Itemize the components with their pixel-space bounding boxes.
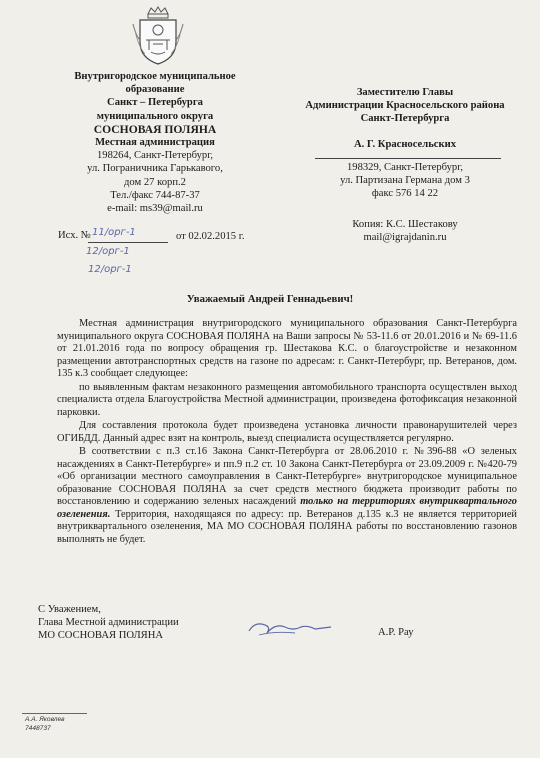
signer-title: Глава Местной администрации <box>38 617 179 629</box>
recipient-address-line: ул. Партизана Германа дом 3 <box>340 175 470 187</box>
body-text: Территория, находящаяся по адресу: пр. Ветеранов д.135 к.3 не является территорией внутриквартального озеленения, МА МО СОСНОВАЯ ПОЛЯНА работы по восстановлению газонов выполнять не будет. <box>57 508 517 545</box>
sender-line: образование <box>125 84 185 96</box>
coat-of-arms-icon <box>131 6 185 66</box>
sender-line: Внутригородское муниципальное <box>74 71 236 82</box>
sender-line: Санкт – Петербурга <box>107 97 203 109</box>
letter-body <box>57 318 517 546</box>
handwritten-number: 12/орг-1 <box>86 246 130 257</box>
sender-line: ул. Пограничника Гарькавого, <box>87 163 223 175</box>
signer-org: МО СОСНОВАЯ ПОЛЯНА <box>38 630 164 642</box>
handwritten-number: 12/орг-1 <box>88 264 132 275</box>
recipient-line: Заместителю Главы <box>356 87 454 98</box>
outgoing-date: от 02.02.2015 г. <box>176 231 245 242</box>
executor-name: А.А. Яковлев <box>25 716 65 723</box>
body-paragraph: Для составления протокола будет произведена установка личности правонарушителей через ОГИБДД. Данный адрес взят на контроль, выезд специалиста осуществляется регулярно. <box>57 420 517 444</box>
recipient-name: А. Г. Красносельских <box>353 139 457 150</box>
divider <box>22 713 87 714</box>
sender-email: e-mail: ms39@mail.ru <box>107 203 203 215</box>
recipient-address-line: факс 576 14 22 <box>371 188 439 200</box>
recipient-block <box>285 86 525 126</box>
body-text: В соответствии с п.3 ст.16 Закона Санкт-Петербурга от 28.06.2010 г. №396-88 «О зеленых насаждениях в Санкт-Петербурге» и пп.9 п.2 ст. 10 Закона Санкт-Петербурга от 23.09.2009 г. №420-79 «Об организации местного самоуправления в Санкт-Петербурге» внутригородское муниципальное образование СОСНОВАЯ ПОЛЯНА за счет средств местного бюджета производит работы по восстановлению и содержанию зеленых насаждений <box>57 446 517 507</box>
sender-line: Тел./факс 744-87-37 <box>110 189 200 201</box>
signature-block <box>38 603 179 643</box>
greeting: Уважаемый Андрей Геннадьевич! <box>186 293 354 305</box>
body-emphasis: только на территориях внутриквартального озеленения. <box>57 496 518 520</box>
underline <box>88 242 168 243</box>
recipient-line: Санкт-Петербурга <box>360 113 450 125</box>
body-paragraph: по выявленным фактам незаконного размещения автомобильного транспорта осуществлен выход специалиста отдела Благоустройства Местной администрации, произведена фотофиксация незаконной парковки. <box>57 381 517 418</box>
signer-name: А.Р. Рау <box>378 627 414 638</box>
recipient-line: Администрации Красносельского района <box>305 100 505 112</box>
body-paragraph: Местная администрация внутригородского муниципального образования Санкт-Петербурга муниципального округа СОСНОВАЯ ПОЛЯНА на Ваши запросы № 53-11.6 от 20.01.2016 и № 69-11.6 от 21.01.2016 года по вопросу обращения гр. Шестакова К.С. о благоустройстве и незаконном размещении автотранспортных средств на газоне по адресам: г. Санкт-Петербург, пр. Ветеранов, дом. 135 к.3 сообщает следующее: <box>57 318 517 379</box>
divider <box>315 158 501 159</box>
executor-phone: 7448737 <box>25 724 51 732</box>
body-paragraph <box>57 446 517 546</box>
sender-line: муниципального округа <box>96 110 214 122</box>
sender-line: 198264, Санкт-Петербург, <box>96 150 214 162</box>
handwritten-number: 11/орг-1 <box>92 227 136 238</box>
handwritten-signature-icon <box>245 613 335 643</box>
sender-line: СОСНОВАЯ ПОЛЯНА <box>93 122 217 136</box>
recipient-address-line: 198329, Санкт-Петербург, <box>346 162 464 173</box>
executor-info <box>25 716 65 733</box>
recipient-address <box>285 161 525 201</box>
sender-line: Местная администрация <box>95 137 215 149</box>
copy-email: mail@igrajdanin.ru <box>363 232 447 244</box>
outgoing-number-label: Исх. № <box>58 230 91 241</box>
closing: С Уважением, <box>38 604 101 615</box>
sender-block <box>30 70 280 215</box>
copy-recipient: Копия: К.С. Шестакову <box>352 219 458 230</box>
sender-line: дом 27 корп.2 <box>124 176 186 188</box>
copy-block <box>285 218 525 244</box>
